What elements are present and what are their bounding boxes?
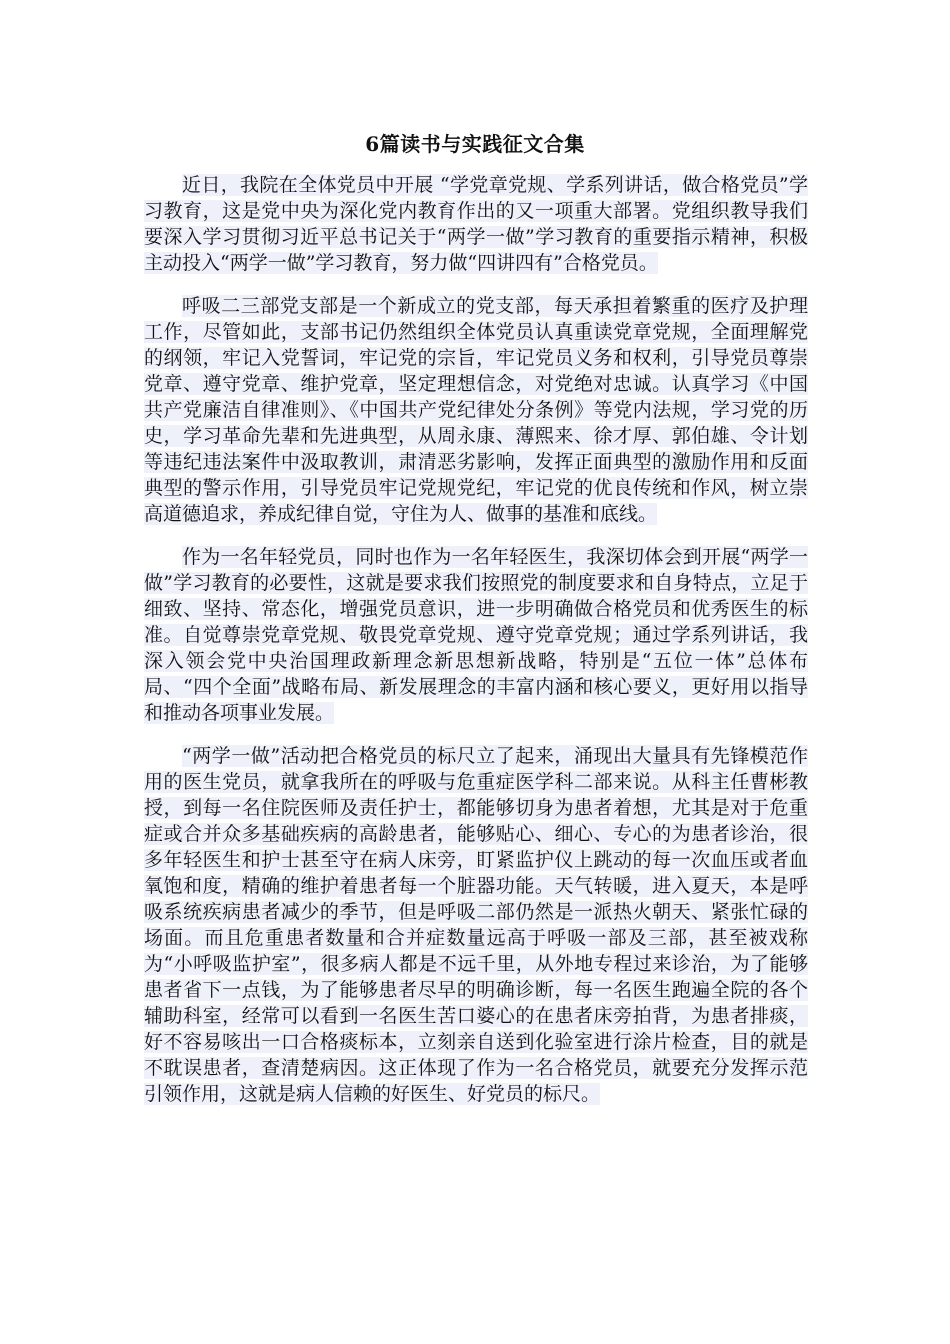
paragraph-3 (144, 544, 808, 726)
paragraph-1 (144, 172, 808, 276)
document-body (144, 172, 808, 1124)
paragraph-1-text: 近日，我院在全体党员中开展 “学党章党规、学系列讲话，做合格党员”学习教育，这是党中央为深化党内教育作出的又一项重大部署。党组织教导我们要深入学习贯彻习近平总书记关于“两学一做”学习教育的重要指示精神，积极主动投入“两学一做”学习教育，努力做“四讲四有”合格党员。 (144, 174, 808, 274)
paragraph-2-text: 呼吸二三部党支部是一个新成立的党支部，每天承担着繁重的医疗及护理工作，尽管如此，支部书记仍然组织全体党员认真重读党章党规，全面理解党的纲领，牢记入党誓词，牢记党的宗旨，牢记党员义务和权利，引导党员尊崇党章、遵守党章、维护党章，坚定理想信念，对党绝对忠诚。认真学习《中国共产党廉洁自律准则》、《中国共产党纪律处分条例》等党内法规，学习党的历史，学习革命先辈和先进典型，从周永康、薄熙来、徐才厚、郭伯雄、令计划等违纪违法案件中汲取教训，肃清恶劣影响，发挥正面典型的激励作用和反面典型的警示作用，引导党员牢记党规党纪，牢记党的优良传统和作风，树立崇高道德追求，养成纪律自觉，守住为人、做事的基准和底线。 (144, 295, 808, 525)
paragraph-4-text: “两学一做”活动把合格党员的标尺立了起来，涌现出大量具有先锋模范作用的医生党员，就拿我所在的呼吸与危重症医学科二部来说。从科主任曹彬教授，到每一名住院医师及责任护士，都能够切身为患者着想，尤其是对于危重症或合并众多基础疾病的高龄患者，能够贴心、细心、专心的为患者诊治，很多年轻医生和护士甚至守在病人床旁，盯紧监护仪上跳动的每一次血压或者血氧饱和度，精确的维护着患者每一个脏器功能。天气转暖，进入夏天，本是呼吸系统疾病患者减少的季节，但是呼吸二部仍然是一派热火朝天、紧张忙碌的场面。而且危重患者数量和合并症数量远高于呼吸一部及三部，甚至被戏称为“小呼吸监护室”，很多病人都是不远千里，从外地专程过来诊治，为了能够患者省下一点钱，为了能够患者尽早的明确诊断，每一名医生跑遍全院的各个辅助科室，经常可以看到一名医生苦口婆心的在患者床旁拍背，为患者排痰，好不容易咳出一口合格痰标本，立刻亲自送到化验室进行涂片检查，目的就是不耽误患者，查清楚病因。这正体现了作为一名合格党员，就要充分发挥示范引领作用，这就是病人信赖的好医生、好党员的标尺。 (144, 745, 808, 1105)
paragraph-3-text: 作为一名年轻党员，同时也作为一名年轻医生，我深切体会到开展“两学一做”学习教育的必要性，这就是要求我们按照党的制度要求和自身特点，立足于细致、坚持、常态化，增强党员意识，进一步明确做合格党员和优秀医生的标准。自觉尊崇党章党规、敬畏党章党规、遵守党章党规；通过学系列讲话，我深入领会党中央治国理政新理念新思想新战略，特别是“五位一体”总体布局、“四个全面”战略布局、新发展理念的丰富内涵和核心要义，更好用以指导和推动各项事业发展。 (144, 546, 808, 724)
document-title: 6篇读书与实践征文合集 (365, 132, 585, 156)
paragraph-2 (144, 293, 808, 527)
paragraph-4 (144, 743, 808, 1107)
